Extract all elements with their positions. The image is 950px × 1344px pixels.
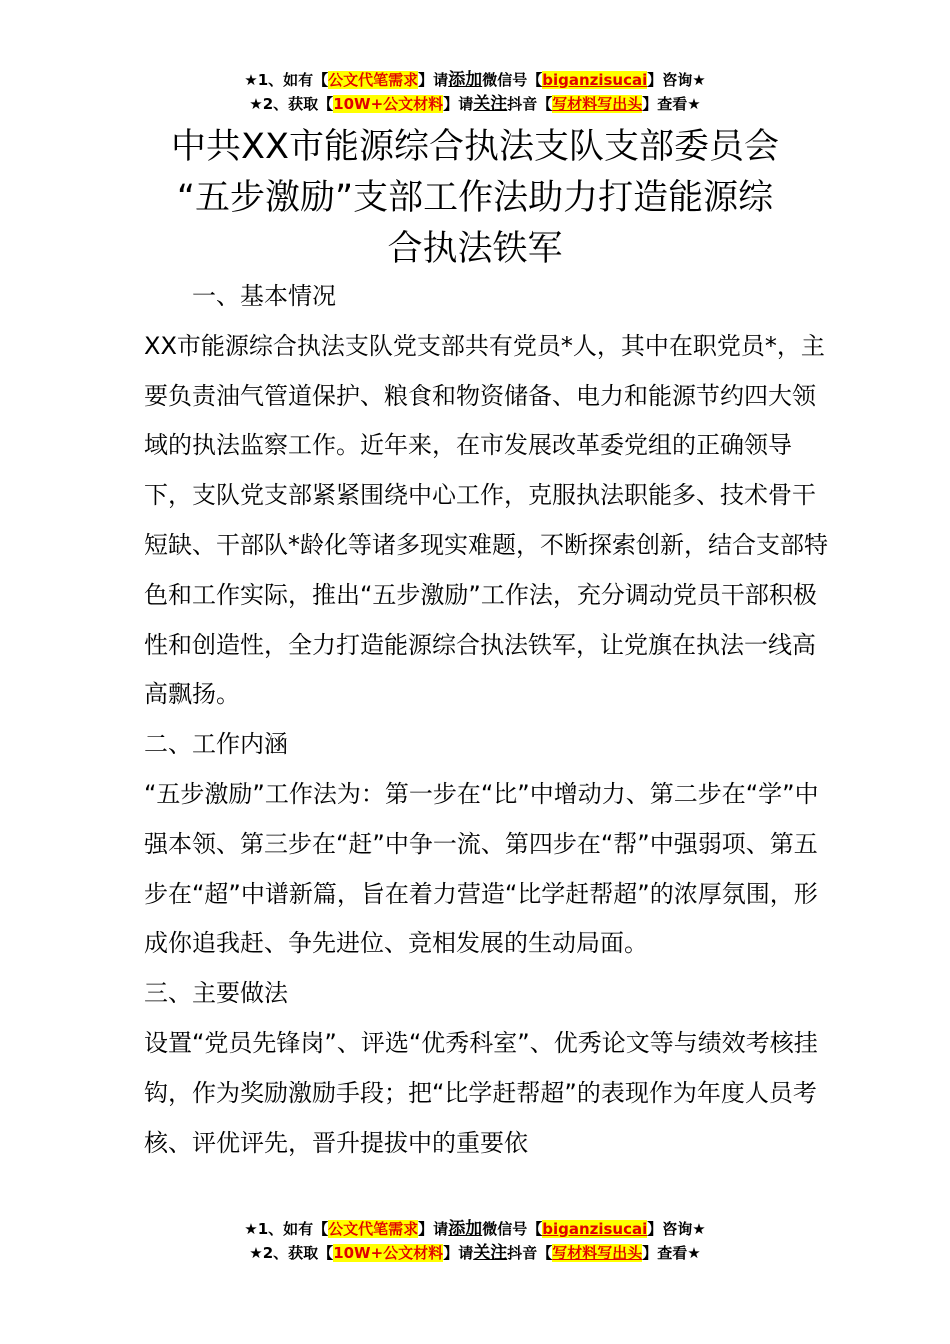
paragraph: 设置“党员先锋岗”、评选“优秀科室”、优秀论文等与绩效考核挂钩，作为奖励激励手段；把“比学赶帮超”的表现作为年度人员考核、评优评先，晋升提拔中的重要依 [144, 1028, 818, 1157]
banner-highlight: 公文代笔需求 [328, 1220, 419, 1238]
wechat-id: biganzisucai [542, 71, 648, 89]
banner-text: 抖音【 [507, 95, 553, 113]
title-line: “五步激励”支部工作法助力打造能源综 [176, 178, 774, 218]
banner-emphasis: 关注 [473, 1243, 508, 1263]
banner-line-2 [0, 92, 950, 116]
banner-text: 】查看★ [642, 1244, 701, 1262]
banner-text: ★2、获取【 [249, 95, 334, 113]
title-line: 中共XX市能源综合执法支队支部委员会 [171, 127, 779, 167]
banner-emphasis: 添加 [448, 1219, 483, 1239]
paragraph: XX市能源综合执法支队党支部共有党员*人，其中在职党员*，主要负责油气管道保护、粮食和物资储备、电力和能源节约四大领域的执法监察工作。近年来，在市发展改革委党组的正确领导下，支队党支部紧紧围绕中心工作，克服执法职能多、技术骨干短缺、干部队*龄化等诸多现实难题，不断探索创新，结合支部特色和工作实际，推出“五步激励”工作法，充分调动党员干部积极性和创造性，全力打造能源综合执法铁军，让党旗在执法一线高高飘扬。 [144, 331, 828, 709]
banner-highlight: 10W+公文材料 [333, 95, 444, 113]
banner-line-1 [0, 68, 950, 92]
banner-text: 】咨询★ [647, 71, 706, 89]
banner-text: 】请 [418, 71, 449, 89]
banner-text: 】查看★ [642, 95, 701, 113]
banner-text: ★2、获取【 [249, 1244, 334, 1262]
banner-text: 】请 [443, 1244, 474, 1262]
banner-text: 微信号【 [482, 71, 543, 89]
wechat-id: biganzisucai [542, 1220, 648, 1238]
header-banner [0, 68, 950, 116]
banner-text: 】请 [443, 95, 474, 113]
document-body [144, 272, 834, 1168]
banner-emphasis: 关注 [473, 94, 508, 114]
banner-highlight: 公文代笔需求 [328, 71, 419, 89]
douyin-id: 写材料写出头 [552, 1244, 643, 1262]
banner-text: 】咨询★ [647, 1220, 706, 1238]
section-heading: 二、工作内涵 [144, 730, 288, 759]
section-heading: 一、基本情况 [192, 282, 336, 310]
douyin-id: 写材料写出头 [552, 95, 643, 113]
document-title [0, 122, 950, 275]
title-line: 合执法铁军 [387, 229, 563, 269]
banner-line-1 [0, 1217, 950, 1241]
banner-emphasis: 添加 [448, 70, 483, 90]
banner-text: 微信号【 [482, 1220, 543, 1238]
section-heading: 三、主要做法 [144, 979, 288, 1008]
banner-text: ★1、如有【 [244, 1220, 329, 1238]
footer-banner [0, 1217, 950, 1265]
banner-text: 】请 [418, 1220, 449, 1238]
banner-text: ★1、如有【 [244, 71, 329, 89]
banner-line-2 [0, 1241, 950, 1265]
banner-highlight: 10W+公文材料 [333, 1244, 444, 1262]
paragraph: “五步激励”工作法为：第一步在“比”中增动力、第二步在“学”中强本领、第三步在“赶”中争一流、第四步在“帮”中强弱项、第五步在“超”中谱新篇，旨在着力营造“比学赶帮超”的浓厚氛围，形成你追我赶、争先进位、竞相发展的生动局面。 [144, 779, 819, 958]
banner-text: 抖音【 [507, 1244, 553, 1262]
